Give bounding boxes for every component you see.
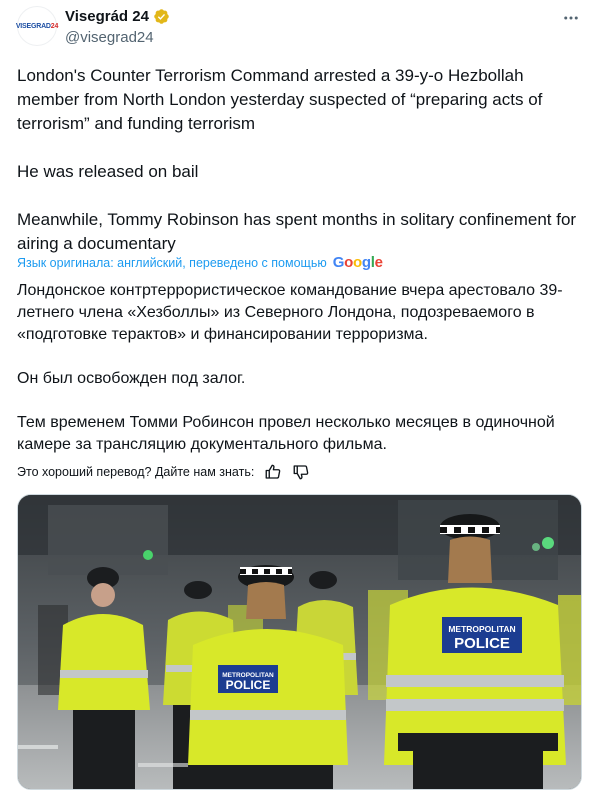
tweet-text xyxy=(17,64,582,256)
tweet-paragraph: Meanwhile, Tommy Robinson has spent months in solitary confinement for airing a documentary xyxy=(17,210,577,253)
police-officers-photo xyxy=(18,495,582,790)
author-name-row xyxy=(65,8,170,25)
vest-label-small-top: METROPOLITAN xyxy=(222,672,274,679)
translated-paragraph: Лондонское контртеррористическое командование вчера арестовало 39-летнего члена «Хезболлы» из Северного Лондона, подозреваемого в «подготовке терактов» и финансировании терроризма. xyxy=(17,282,563,343)
vest-label-small-bottom: POLICE xyxy=(225,678,271,692)
tweet-photo[interactable] xyxy=(17,494,582,790)
tweet-paragraph: London's Counter Terrorism Command arrested a 39-y-o Hezbollah member from North London yesterday suspected of “preparing acts of terrorism” and funding terrorism xyxy=(17,66,543,133)
translation-note-link[interactable]: Язык оригинала: английский, переведено с помощью xyxy=(17,255,327,270)
translated-text xyxy=(17,280,582,456)
avatar-logo-num: 24 xyxy=(50,22,59,30)
display-name[interactable]: Visegrád 24 xyxy=(65,8,149,25)
thumbs-down-icon[interactable] xyxy=(292,463,310,481)
feedback-prompt: Это хороший перевод? Дайте нам знать: xyxy=(17,465,255,479)
more-options-icon[interactable] xyxy=(561,8,581,28)
avatar[interactable] xyxy=(17,6,57,46)
translated-paragraph: Он был освобожден под залог. xyxy=(17,370,246,387)
thumbs-up-icon[interactable] xyxy=(264,463,282,481)
translation-feedback xyxy=(17,463,310,481)
vest-label-large-bottom: POLICE xyxy=(454,635,510,652)
avatar-logo xyxy=(16,23,58,30)
tweet-paragraph: He was released on bail xyxy=(17,162,199,181)
translation-attribution xyxy=(17,254,383,271)
google-logo: Google xyxy=(332,254,383,271)
vest-label-large-top: METROPOLITAN xyxy=(448,624,516,634)
user-handle[interactable]: @visegrad24 xyxy=(65,29,154,46)
translated-paragraph: Тем временем Томми Робинсон провел несколько месяцев в одиночной камере за трансляцию документального фильма. xyxy=(17,414,555,453)
avatar-logo-main: VISEGRAD xyxy=(15,22,51,30)
verified-badge-icon xyxy=(153,8,170,25)
